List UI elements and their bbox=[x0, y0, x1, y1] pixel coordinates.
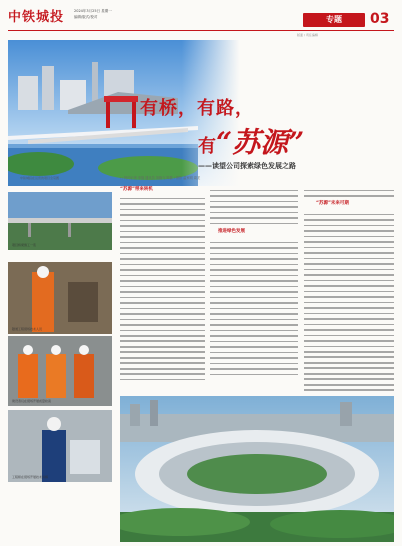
body-column-2 bbox=[210, 186, 298, 228]
stadium-aerial-photo bbox=[120, 396, 394, 542]
hero-caption: 中铁城投在运营的项目全景图 bbox=[20, 176, 60, 180]
photo-caption-3: 建设者们在现场开展质量检查 bbox=[12, 399, 52, 403]
headline-emphasis: “苏源” bbox=[216, 126, 305, 159]
masthead-logo: 中铁城投 bbox=[8, 10, 65, 25]
photo-tunnel bbox=[8, 262, 112, 334]
issue-editor: 编辑/版式/校对 bbox=[74, 15, 98, 19]
photo-caption-1: 项目桥梁施工一览 bbox=[12, 243, 37, 247]
photo-caption-2: 隧道工程现场技术人员 bbox=[12, 327, 43, 331]
headline-prefix: 有 bbox=[198, 136, 216, 157]
body-column-1 bbox=[120, 194, 205, 384]
body-column-3 bbox=[304, 186, 394, 201]
section-heading-2: 推进绿色发展 bbox=[218, 229, 245, 234]
section-tag: 专题 bbox=[303, 13, 365, 27]
photo-engineer bbox=[8, 410, 112, 482]
issue-info bbox=[74, 8, 112, 20]
photo-inspection bbox=[8, 336, 112, 406]
photo-bridge bbox=[8, 192, 112, 250]
section-heading-1: “苏源”带来转机 bbox=[120, 187, 153, 192]
body-column-3b bbox=[304, 210, 394, 395]
issue-date: 2024年3月25日 星期一 bbox=[74, 9, 112, 13]
byline: □ 特约记者 李翔 通讯员 刘晓飞 陈鑫 / 摄影 温家明 周龙 bbox=[120, 176, 201, 180]
headline-subtitle: ——读望公司探索绿色发展之路 bbox=[198, 162, 296, 170]
body-column-2b bbox=[210, 238, 298, 379]
section-heading-3: “苏源”未来可期 bbox=[316, 201, 349, 206]
headline-line2 bbox=[198, 121, 304, 161]
page-number: 03 bbox=[370, 11, 390, 27]
headline-line1: 有桥，有路， bbox=[140, 98, 254, 119]
photo-caption-4: 工程师在现场开展技术讲解 bbox=[12, 475, 49, 479]
header-rule bbox=[8, 30, 394, 31]
editor-line: 版面 / 责任编辑 bbox=[297, 33, 318, 37]
